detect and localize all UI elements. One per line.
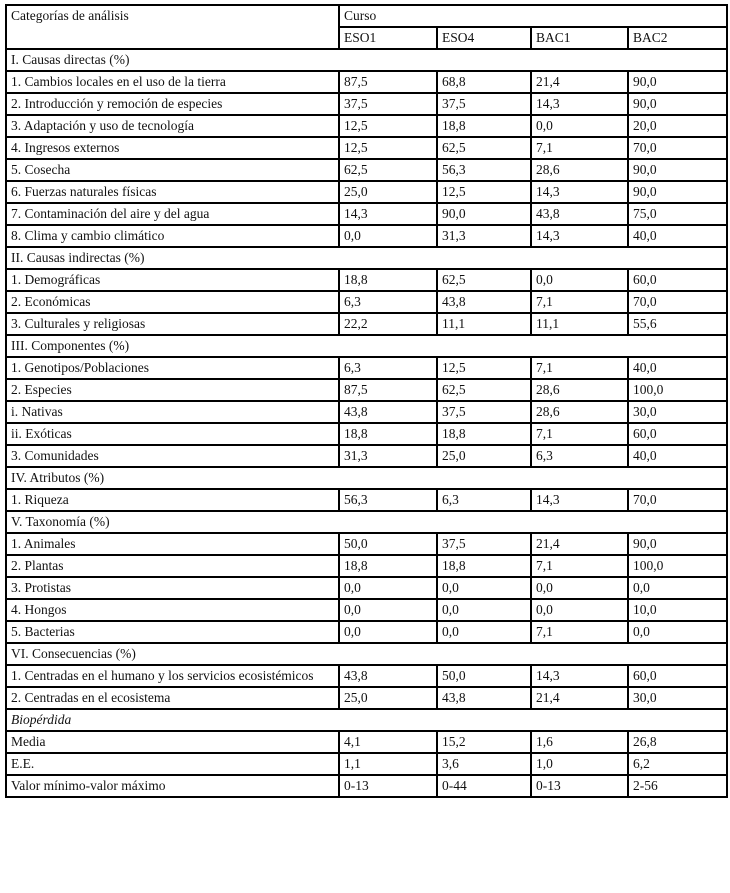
table-row (6, 775, 727, 797)
cell-bac2: 6,2 (628, 753, 727, 775)
cell-bac2: 40,0 (628, 445, 727, 467)
section-title-ii-causas-indirectas: II. Causas indirectas (%) (6, 247, 727, 269)
section-header-row (6, 49, 727, 71)
cell-eso1: 62,5 (339, 159, 437, 181)
cell-eso1: 12,5 (339, 137, 437, 159)
cell-bac2: 26,8 (628, 731, 727, 753)
cell-eso4: 18,8 (437, 555, 531, 577)
section-title-iv-atributos: IV. Atributos (%) (6, 467, 727, 489)
table-row (6, 753, 727, 775)
cell-eso4: 37,5 (437, 401, 531, 423)
cell-eso1: 43,8 (339, 665, 437, 687)
row-label: ii. Exóticas (6, 423, 339, 445)
cell-bac1: 1,6 (531, 731, 628, 753)
table-row (6, 665, 727, 687)
row-label: 1. Animales (6, 533, 339, 555)
cell-eso4: 12,5 (437, 181, 531, 203)
cell-eso1: 12,5 (339, 115, 437, 137)
table-row (6, 115, 727, 137)
cell-eso4: 15,2 (437, 731, 531, 753)
table-row (6, 269, 727, 291)
row-label: 1. Riqueza (6, 489, 339, 511)
cell-eso1: 0,0 (339, 599, 437, 621)
cell-eso1: 6,3 (339, 291, 437, 313)
table-row (6, 137, 727, 159)
cell-bac2: 60,0 (628, 423, 727, 445)
cell-bac1: 14,3 (531, 225, 628, 247)
cell-bac1: 6,3 (531, 445, 628, 467)
cell-eso1: 0,0 (339, 225, 437, 247)
cell-bac1: 7,1 (531, 357, 628, 379)
section-header-row (6, 467, 727, 489)
table-row (6, 555, 727, 577)
cell-eso1: 0,0 (339, 621, 437, 643)
cell-bac2: 10,0 (628, 599, 727, 621)
table-row (6, 401, 727, 423)
table-row (6, 357, 727, 379)
cell-bac2: 90,0 (628, 93, 727, 115)
cell-bac1: 7,1 (531, 137, 628, 159)
cell-eso4: 62,5 (437, 137, 531, 159)
column-header-bac1: BAC1 (531, 27, 628, 49)
cell-eso4: 68,8 (437, 71, 531, 93)
cell-bac1: 0,0 (531, 115, 628, 137)
row-label: 1. Genotipos/Poblaciones (6, 357, 339, 379)
cell-bac2: 0,0 (628, 621, 727, 643)
cell-bac2: 30,0 (628, 401, 727, 423)
cell-eso1: 87,5 (339, 379, 437, 401)
row-label: 3. Culturales y religiosas (6, 313, 339, 335)
table-row (6, 687, 727, 709)
cell-eso1: 18,8 (339, 555, 437, 577)
section-title-iii-componentes: III. Componentes (%) (6, 335, 727, 357)
cell-bac2: 70,0 (628, 489, 727, 511)
cell-bac1: 0-13 (531, 775, 628, 797)
row-label: 2. Económicas (6, 291, 339, 313)
cell-bac2: 30,0 (628, 687, 727, 709)
cell-bac1: 11,1 (531, 313, 628, 335)
cell-bac2: 0,0 (628, 577, 727, 599)
row-label: 2. Centradas en el ecosistema (6, 687, 339, 709)
row-label: 2. Especies (6, 379, 339, 401)
cell-bac2: 100,0 (628, 555, 727, 577)
section-header-row (6, 247, 727, 269)
cell-eso1: 50,0 (339, 533, 437, 555)
section-title-v-taxonomia: V. Taxonomía (%) (6, 511, 727, 533)
cell-bac1: 28,6 (531, 379, 628, 401)
analysis-table (5, 4, 728, 798)
cell-bac2: 70,0 (628, 291, 727, 313)
cell-eso4: 50,0 (437, 665, 531, 687)
cell-eso4: 37,5 (437, 533, 531, 555)
section-title-vi-consecuencias: VI. Consecuencias (%) (6, 643, 727, 665)
row-label: Valor mínimo-valor máximo (6, 775, 339, 797)
row-label: i. Nativas (6, 401, 339, 423)
cell-eso4: 0-44 (437, 775, 531, 797)
table-row (6, 313, 727, 335)
cell-eso4: 25,0 (437, 445, 531, 467)
cell-bac1: 14,3 (531, 665, 628, 687)
cell-bac2: 90,0 (628, 71, 727, 93)
cell-bac1: 28,6 (531, 159, 628, 181)
section-title-i-causas-directas: I. Causas directas (%) (6, 49, 727, 71)
cell-bac1: 14,3 (531, 489, 628, 511)
category-header: Categorías de análisis (6, 5, 339, 49)
cell-eso1: 6,3 (339, 357, 437, 379)
table-row (6, 93, 727, 115)
table-row (6, 203, 727, 225)
cell-eso4: 56,3 (437, 159, 531, 181)
cell-bac2: 100,0 (628, 379, 727, 401)
cell-bac1: 1,0 (531, 753, 628, 775)
cell-eso4: 18,8 (437, 423, 531, 445)
table-row (6, 71, 727, 93)
row-label: 4. Hongos (6, 599, 339, 621)
cell-eso4: 11,1 (437, 313, 531, 335)
cell-eso4: 90,0 (437, 203, 531, 225)
cell-eso1: 22,2 (339, 313, 437, 335)
cell-eso4: 0,0 (437, 577, 531, 599)
table-row (6, 533, 727, 555)
cell-bac1: 7,1 (531, 423, 628, 445)
row-label: 5. Bacterias (6, 621, 339, 643)
cell-bac2: 2-56 (628, 775, 727, 797)
cell-bac1: 0,0 (531, 599, 628, 621)
row-label: 1. Cambios locales en el uso de la tierra (6, 71, 339, 93)
cell-bac2: 40,0 (628, 357, 727, 379)
row-label: 2. Plantas (6, 555, 339, 577)
cell-eso4: 18,8 (437, 115, 531, 137)
cell-eso4: 62,5 (437, 379, 531, 401)
column-header-eso1: ESO1 (339, 27, 437, 49)
table-row (6, 291, 727, 313)
table-row (6, 621, 727, 643)
cell-bac1: 28,6 (531, 401, 628, 423)
row-label: E.E. (6, 753, 339, 775)
table-row (6, 577, 727, 599)
table-row (6, 159, 727, 181)
cell-bac1: 7,1 (531, 291, 628, 313)
column-header-eso4: ESO4 (437, 27, 531, 49)
cell-bac1: 21,4 (531, 687, 628, 709)
cell-eso1: 0,0 (339, 577, 437, 599)
cell-eso4: 12,5 (437, 357, 531, 379)
header-row-1 (6, 5, 727, 27)
section-header-row (6, 643, 727, 665)
cell-bac1: 21,4 (531, 71, 628, 93)
row-label: 1. Centradas en el humano y los servicios ecosistémicos (6, 665, 339, 687)
cell-bac1: 14,3 (531, 181, 628, 203)
cell-eso1: 4,1 (339, 731, 437, 753)
table-row (6, 423, 727, 445)
cell-eso1: 14,3 (339, 203, 437, 225)
row-label: 3. Comunidades (6, 445, 339, 467)
cell-eso1: 1,1 (339, 753, 437, 775)
cell-eso4: 0,0 (437, 599, 531, 621)
cell-eso1: 31,3 (339, 445, 437, 467)
cell-eso4: 0,0 (437, 621, 531, 643)
cell-eso1: 25,0 (339, 181, 437, 203)
cell-eso4: 37,5 (437, 93, 531, 115)
table-row (6, 379, 727, 401)
cell-eso1: 18,8 (339, 269, 437, 291)
section-header-row (6, 335, 727, 357)
table-row (6, 599, 727, 621)
cell-eso1: 0-13 (339, 775, 437, 797)
row-label: Media (6, 731, 339, 753)
section-header-row (6, 511, 727, 533)
cell-bac2: 55,6 (628, 313, 727, 335)
row-label: 6. Fuerzas naturales físicas (6, 181, 339, 203)
cell-eso4: 31,3 (437, 225, 531, 247)
cell-bac2: 70,0 (628, 137, 727, 159)
table-row (6, 181, 727, 203)
row-label: 7. Contaminación del aire y del agua (6, 203, 339, 225)
cell-eso4: 3,6 (437, 753, 531, 775)
section-title-bioperdida: Biopérdida (6, 709, 727, 731)
row-label: 5. Cosecha (6, 159, 339, 181)
table-row (6, 489, 727, 511)
cell-eso1: 25,0 (339, 687, 437, 709)
cell-bac1: 0,0 (531, 269, 628, 291)
cell-bac2: 75,0 (628, 203, 727, 225)
row-label: 3. Protistas (6, 577, 339, 599)
column-header-bac2: BAC2 (628, 27, 727, 49)
table-row (6, 445, 727, 467)
cell-bac2: 90,0 (628, 533, 727, 555)
section-header-row (6, 709, 727, 731)
cell-eso4: 6,3 (437, 489, 531, 511)
cell-bac2: 20,0 (628, 115, 727, 137)
cell-eso1: 43,8 (339, 401, 437, 423)
cell-bac2: 90,0 (628, 181, 727, 203)
cell-bac2: 60,0 (628, 269, 727, 291)
cell-eso4: 43,8 (437, 687, 531, 709)
cell-bac1: 21,4 (531, 533, 628, 555)
row-label: 1. Demográficas (6, 269, 339, 291)
cell-bac1: 7,1 (531, 621, 628, 643)
cell-eso1: 56,3 (339, 489, 437, 511)
cell-eso1: 18,8 (339, 423, 437, 445)
cell-bac1: 14,3 (531, 93, 628, 115)
cell-bac1: 7,1 (531, 555, 628, 577)
table-row (6, 731, 727, 753)
cell-bac1: 43,8 (531, 203, 628, 225)
row-label: 3. Adaptación y uso de tecnología (6, 115, 339, 137)
row-label: 8. Clima y cambio climático (6, 225, 339, 247)
cell-bac1: 0,0 (531, 577, 628, 599)
table-row (6, 225, 727, 247)
cell-eso1: 37,5 (339, 93, 437, 115)
row-label: 2. Introducción y remoción de especies (6, 93, 339, 115)
cell-bac2: 40,0 (628, 225, 727, 247)
cell-bac2: 60,0 (628, 665, 727, 687)
cell-eso4: 62,5 (437, 269, 531, 291)
row-label: 4. Ingresos externos (6, 137, 339, 159)
cell-bac2: 90,0 (628, 159, 727, 181)
course-group-header: Curso (339, 5, 727, 27)
cell-eso4: 43,8 (437, 291, 531, 313)
cell-eso1: 87,5 (339, 71, 437, 93)
